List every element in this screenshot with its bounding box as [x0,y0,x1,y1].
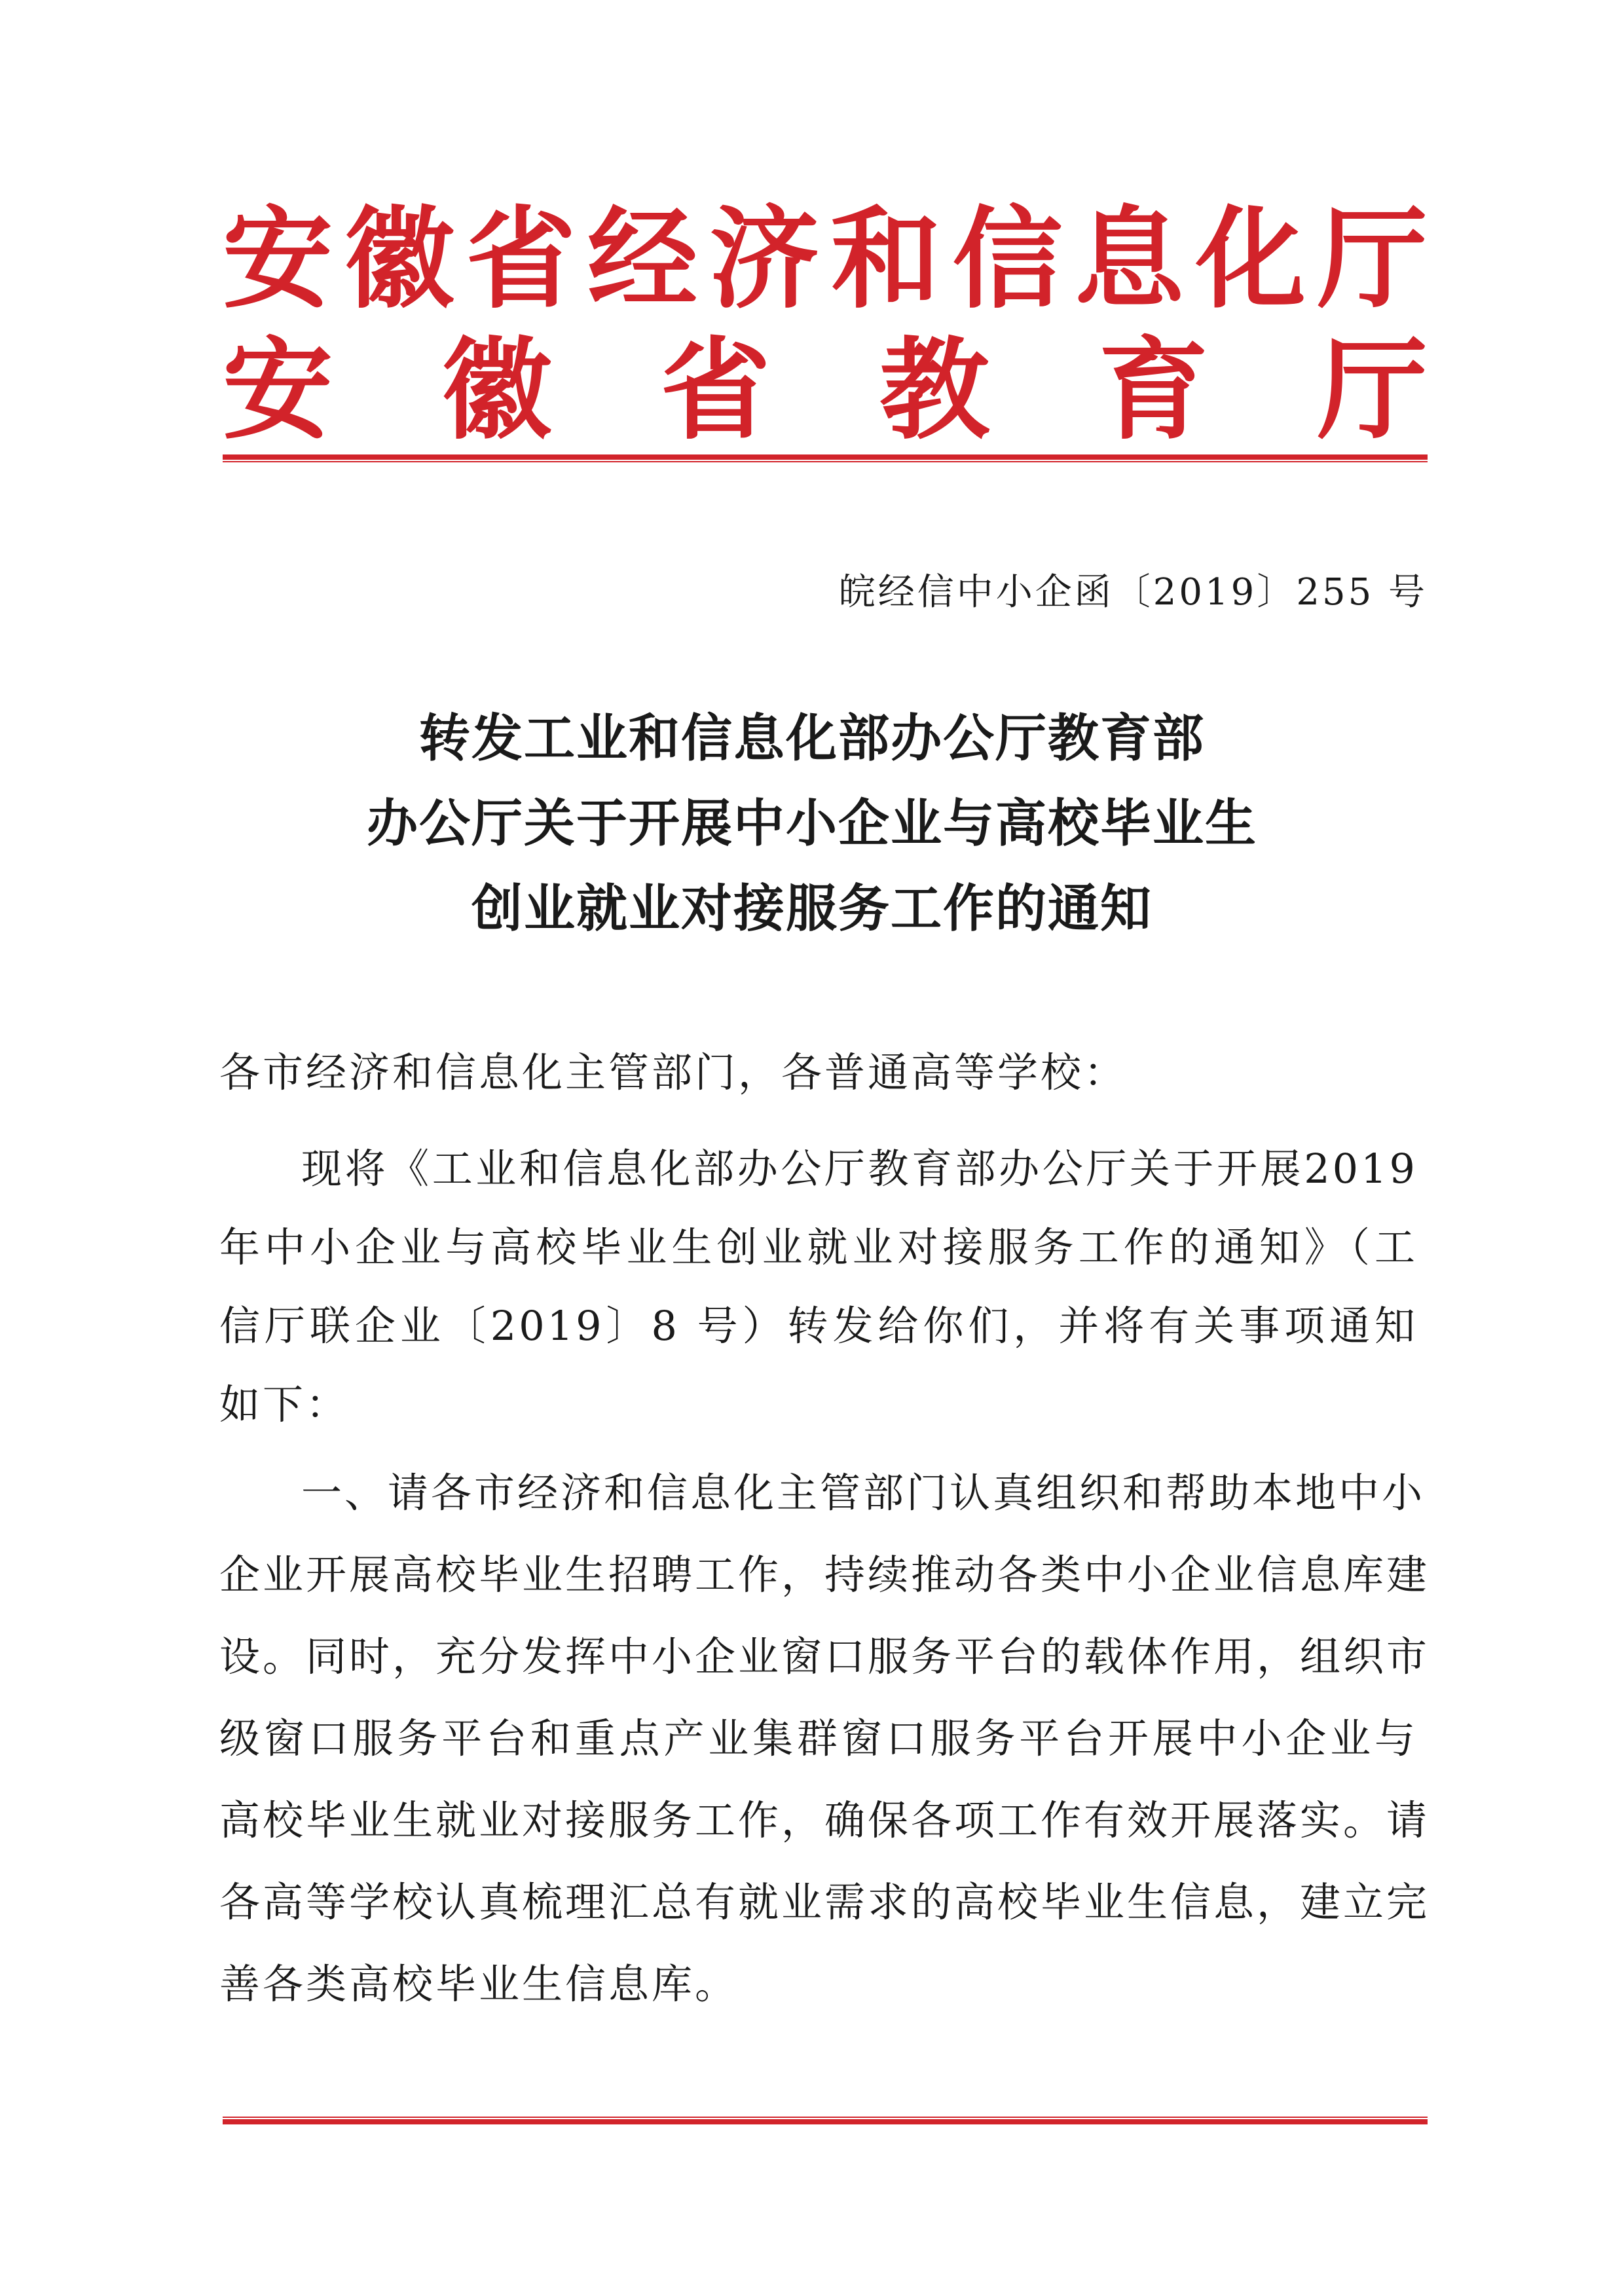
letterhead-char: 息 [1074,194,1185,324]
letterhead-char: 厅 [1317,194,1428,324]
letterhead-char: 教 [879,325,990,454]
letterhead-line-2 [223,327,1428,452]
letterhead-char: 徽 [441,325,552,454]
letterhead-char: 安 [223,194,333,324]
letterhead-divider [223,454,1428,462]
paragraph-line: 如下： [219,1380,350,1428]
document-title-line-1: 转发工业和信息化部办公厅教育部 [418,709,1205,768]
document-number: 皖经信中小企函〔2019〕255 号 [838,571,1428,614]
paragraph-line: 善各类高校毕业生信息库。 [219,1960,739,2008]
paragraph-line: 信厅联企业〔2019〕8 号）转发给你们，并将有关事项通知 [219,1302,1418,1350]
document-title-line-2: 办公厅关于开展中小企业与高校毕业生 [366,794,1257,853]
footer-divider [223,2117,1428,2124]
letterhead-char: 信 [952,194,1063,324]
paragraph-line: 年中小企业与高校毕业生创业就业对接服务工作的通知》（工 [219,1223,1418,1271]
letterhead-char: 和 [830,194,941,324]
letterhead-char: 省 [466,194,576,324]
letterhead-char: 济 [709,194,820,324]
letterhead-char: 省 [660,325,771,454]
letterhead-char: 育 [1098,325,1209,454]
paragraph-line: 设。同时，充分发挥中小企业窗口服务平台的载体作用，组织市 [219,1633,1430,1680]
paragraph-line: 各高等学校认真梳理汇总有就业需求的高校毕业生信息，建立完 [219,1878,1430,1926]
paragraph-line: 高校毕业生就业对接服务工作，确保各项工作有效开展落实。请 [219,1796,1430,1844]
document-title-line-3: 创业就业对接服务工作的通知 [471,880,1153,938]
letterhead-char: 经 [587,194,698,324]
letterhead-char: 厅 [1317,325,1428,454]
paragraph-line: 企业开展高校毕业生招聘工作，持续推动各类中小企业信息库建 [219,1551,1430,1599]
letterhead-char: 安 [223,325,333,454]
addressee: 各市经济和信息化主管部门，各普通高等学校： [219,1048,1128,1096]
paragraph-line: 一、请各市经济和信息化主管部门认真组织和帮助本地中小 [301,1469,1426,1517]
letterhead-char: 化 [1196,194,1306,324]
letterhead-char: 徽 [344,194,454,324]
letterhead-line-1 [223,194,1428,324]
paragraph-line: 现将《工业和信息化部办公厅教育部办公厅关于开展2019 [301,1145,1418,1193]
paragraph-line: 级窗口服务平台和重点产业集群窗口服务平台开展中小企业与 [219,1714,1418,1762]
